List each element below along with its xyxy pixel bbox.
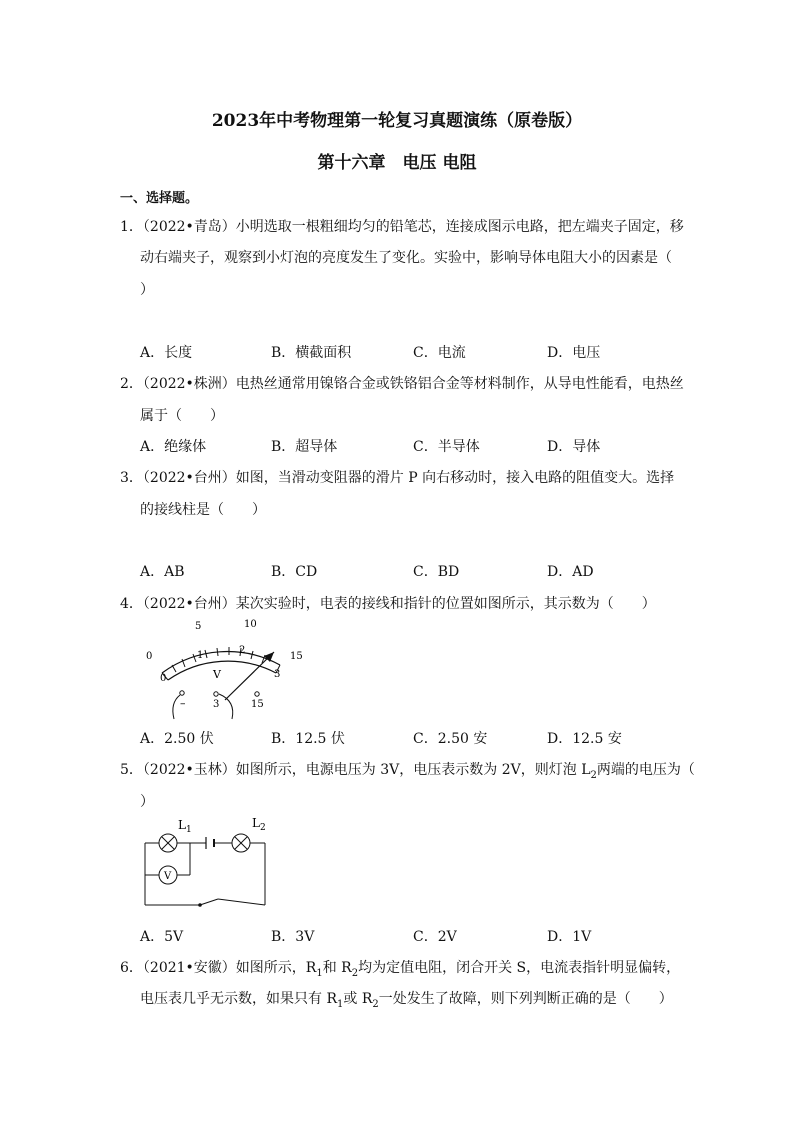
outer-tick-label: 15 <box>290 651 303 662</box>
option-d[interactable]: D．1V <box>547 929 592 945</box>
inner-tick-label: 3 <box>274 669 281 680</box>
option-c[interactable]: C．半导体 <box>413 439 480 455</box>
question-number: 5．（2022•玉林）如图所示，电源电压为 3V，电压表示数为 2V，则灯泡 $L_2$两端的电压为（ <box>120 762 695 781</box>
option-c[interactable]: C．电流 <box>413 345 466 361</box>
question-number: 4．（2022•台州）某次实验时，电表的接线和指针的位置如图所示，其示数为（ ） <box>120 596 656 612</box>
option-b[interactable]: B．超导体 <box>271 439 338 455</box>
lamp-l2-symbol <box>232 834 250 852</box>
question-number: 6．（2021•安徽）如图所示，$R_1$和 $R_2$均为定值电阻，闭合开关 S，电流表指针明显偏转， <box>120 960 681 979</box>
option-a[interactable]: A．绝缘体 <box>140 439 207 455</box>
terminal-label: – <box>180 697 186 710</box>
option-b[interactable]: B．12.5 伏 <box>271 731 345 747</box>
terminal-15 <box>255 692 259 696</box>
chapter-title: 第十六章 电压 电阻 <box>317 153 477 173</box>
lamp-l1-label: $L_1$ <box>178 818 192 835</box>
wire-negative <box>173 695 180 719</box>
question-text-line: ） <box>140 282 154 298</box>
inner-tick-label: 1 <box>197 650 204 661</box>
option-d[interactable]: D．12.5 安 <box>547 731 622 747</box>
option-d[interactable]: D．电压 <box>547 345 601 361</box>
terminal-label: 15 <box>251 699 264 710</box>
voltmeter-label: V <box>164 871 172 882</box>
page-title: 2023年中考物理第一轮复习真题演练（原卷版） <box>211 111 583 131</box>
wire-3 <box>219 694 233 719</box>
inner-tick-label: 0 <box>160 673 167 684</box>
option-b[interactable]: B．横截面积 <box>271 345 352 361</box>
question-text-line: 属于（ ） <box>140 408 224 424</box>
lamp-l1-symbol <box>159 834 177 852</box>
terminal-3 <box>214 692 218 696</box>
option-a[interactable]: A．2.50 伏 <box>140 731 214 747</box>
option-c[interactable]: C．2V <box>413 929 457 945</box>
question-text-line: 的接线柱是（ ） <box>140 502 266 518</box>
option-a[interactable]: A．5V <box>140 929 184 945</box>
circuit-figure <box>140 815 275 910</box>
meter-unit-label: V <box>213 668 221 681</box>
meter-needle <box>225 652 274 700</box>
option-c[interactable]: C．2.50 安 <box>413 731 488 747</box>
terminal-negative <box>180 691 184 695</box>
inner-tick-label: 2 <box>239 645 246 656</box>
question-number: 3．（2022•台州）如图，当滑动变阻器的滑片 P 向右移动时，接入电路的阻值变大。选择 <box>120 470 675 486</box>
meter-figure <box>140 615 310 720</box>
question-text-line: 动右端夹子，观察到小灯泡的亮度发生了变化。实验中，影响导体电阻大小的因素是（ <box>140 250 672 266</box>
option-b[interactable]: B．3V <box>271 929 315 945</box>
option-b[interactable]: B．CD <box>271 564 318 580</box>
switch-blade <box>200 899 218 905</box>
option-a[interactable]: A．AB <box>140 564 185 580</box>
outer-tick-label: 5 <box>195 621 202 632</box>
question-number: 1．（2022•青岛）小明选取一根粗细均匀的铅笔芯，连接成图示电路，把左端夹子固定，移 <box>120 219 684 235</box>
terminal-label: 3 <box>213 699 220 710</box>
question-number: 2．（2022•株洲）电热丝通常用镍铬合金或铁铬铝合金等材料制作，从导电性能看，电热丝 <box>120 376 684 392</box>
outer-tick-label: 10 <box>244 619 257 630</box>
question-text-line: ） <box>140 794 154 810</box>
option-a[interactable]: A．长度 <box>140 345 193 361</box>
option-d[interactable]: D．导体 <box>547 439 601 455</box>
option-d[interactable]: D．AD <box>547 564 594 580</box>
section-label: 一、选择题。 <box>120 191 199 206</box>
lamp-l2-label: $L_2$ <box>252 816 266 833</box>
outer-tick-label: 0 <box>146 651 153 662</box>
question-text-line: 电压表几乎无示数，如果只有 $R_1$或 $R_2$一处发生了故障，则下列判断正确的是（ ） <box>140 991 673 1010</box>
option-c[interactable]: C．BD <box>413 564 460 580</box>
